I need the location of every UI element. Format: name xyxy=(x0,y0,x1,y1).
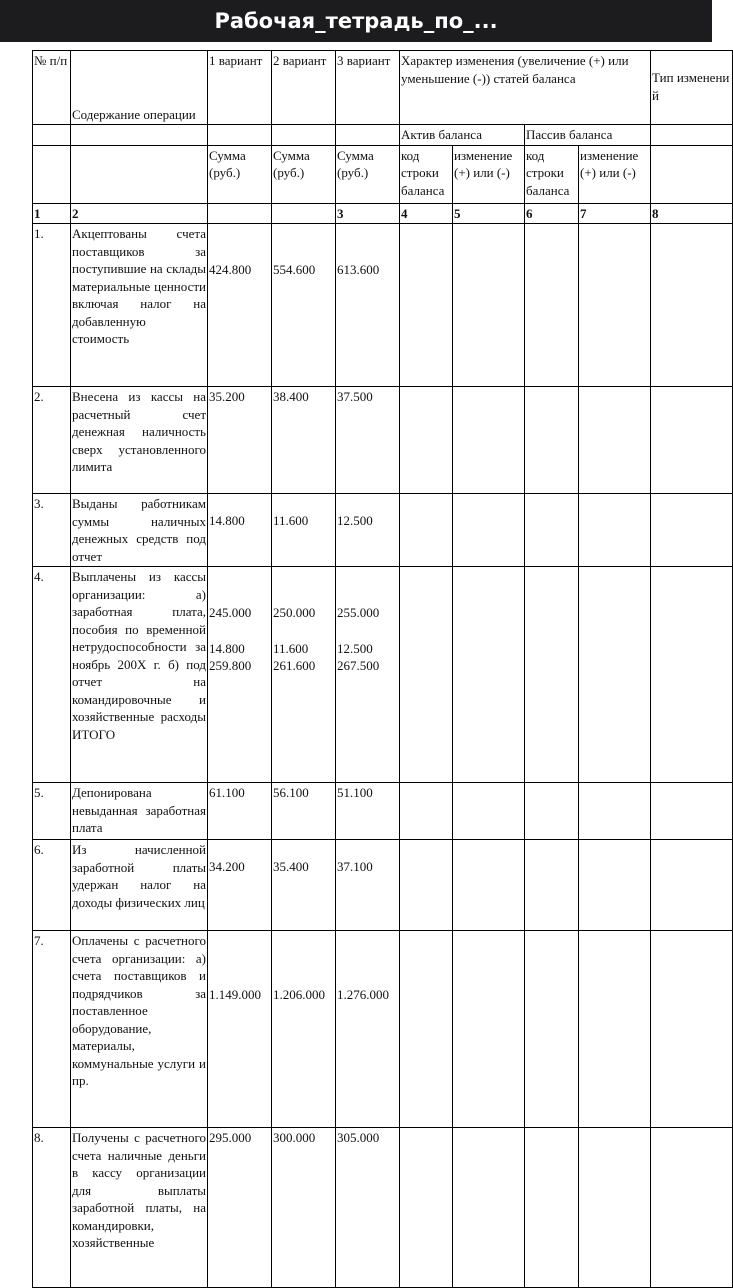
operations-table xyxy=(32,50,733,1288)
table-row xyxy=(33,567,733,783)
colnum-blank-1 xyxy=(208,203,272,224)
table-row xyxy=(33,387,733,494)
header-row-1 xyxy=(33,51,733,125)
header-active-change: изменение (+) или (-) xyxy=(453,145,525,203)
header-sum-3: Сумма (руб.) xyxy=(336,145,400,203)
table-row xyxy=(33,783,733,840)
header-active-code: код строки баланса xyxy=(400,145,453,203)
value-v1-total: 259.800 xyxy=(209,658,252,673)
value-v1: 34.200 xyxy=(208,840,272,931)
document-page[interactable] xyxy=(32,50,730,1267)
colnum-5: 5 xyxy=(453,203,525,224)
header-sum-1: Сумма (руб.) xyxy=(208,145,272,203)
value-v1: 1.149.000 xyxy=(208,931,272,1128)
row-number: 4. xyxy=(33,567,71,783)
value-v2-total: 261.600 xyxy=(273,658,316,673)
operation-text: Выплачены из кассы организации: а) заработная плата, пособия по временной нетрудоспособности за ноябрь 200Х г. б) под отчет на командировочные и хозяйственные расходы ИТОГО xyxy=(71,567,208,783)
value-v3: 1.276.000 xyxy=(336,931,400,1128)
operation-text: Из начисленной заработной платы удержан налог на доходы физических лиц xyxy=(71,840,208,931)
value-v1-advance: 14.800 xyxy=(209,640,245,656)
row-number: 1. xyxy=(33,224,71,387)
table-row xyxy=(33,840,733,931)
column-number-row xyxy=(33,203,733,224)
header-row-2 xyxy=(33,125,733,146)
value-v1-salary: 245.000 xyxy=(209,605,252,620)
value-v3: 51.100 xyxy=(336,783,400,840)
row-number: 5. xyxy=(33,783,71,840)
colnum-4: 4 xyxy=(400,203,453,224)
colnum-7: 7 xyxy=(579,203,651,224)
value-v3: 613.600 xyxy=(336,224,400,387)
value-v2: 11.600 xyxy=(272,494,336,567)
row-number: 3. xyxy=(33,494,71,567)
header-v1: 1 вариант xyxy=(208,51,272,125)
value-v3-salary: 255.000 xyxy=(337,605,380,620)
operation-text: Внесена из кассы на расчетный счет денежная наличность сверх установленного лимита xyxy=(71,387,208,494)
header-row-3 xyxy=(33,145,733,203)
header-no: № п/п xyxy=(33,51,71,125)
value-v1: 14.800 xyxy=(208,494,272,567)
value-v1-group xyxy=(208,567,272,783)
value-v2-advance: 11.600 xyxy=(273,640,309,656)
value-v3-advance: 12.500 xyxy=(337,640,373,656)
operation-text: Выданы работникам суммы наличных денежных средств под отчет xyxy=(71,494,208,567)
document-title-bar xyxy=(0,0,712,42)
value-v2-salary: 250.000 xyxy=(273,605,316,620)
value-v2-group xyxy=(272,567,336,783)
value-v2: 35.400 xyxy=(272,840,336,931)
colnum-blank-2 xyxy=(272,203,336,224)
document-title: Рабочая_тетрадь_по_... xyxy=(214,9,498,33)
header-passive-change: изменение (+) или (-) xyxy=(579,145,651,203)
table-row xyxy=(33,931,733,1128)
row-number: 6. xyxy=(33,840,71,931)
header-content: Содержание операции xyxy=(71,51,208,125)
row-number: 8. xyxy=(33,1128,71,1288)
value-v1: 424.800 xyxy=(208,224,272,387)
header-character: Характер изменения (увеличение (+) или уменьшение (-)) статей баланса xyxy=(400,51,651,125)
value-v2: 38.400 xyxy=(272,387,336,494)
operation-text: Депонирована невыданная заработная плата xyxy=(71,783,208,840)
operation-text: Оплачены с расчетного счета организации: а) счета поставщиков и подрядчиков за поставленное оборудование, материалы, коммунальные услуги и пр. xyxy=(71,931,208,1128)
value-v2: 56.100 xyxy=(272,783,336,840)
value-v2: 554.600 xyxy=(272,224,336,387)
value-v1: 295.000 xyxy=(208,1128,272,1288)
header-sum-2: Сумма (руб.) xyxy=(272,145,336,203)
row-number: 2. xyxy=(33,387,71,494)
colnum-8: 8 xyxy=(651,203,733,224)
value-v1: 35.200 xyxy=(208,387,272,494)
colnum-6: 6 xyxy=(525,203,579,224)
value-v3-group xyxy=(336,567,400,783)
value-v3: 37.500 xyxy=(336,387,400,494)
header-v2: 2 вариант xyxy=(272,51,336,125)
table-row xyxy=(33,1128,733,1288)
table-row xyxy=(33,494,733,567)
header-passive-code: код строки баланса xyxy=(525,145,579,203)
value-v3-total: 267.500 xyxy=(337,658,380,673)
row-number: 7. xyxy=(33,931,71,1128)
header-v3: 3 вариант xyxy=(336,51,400,125)
colnum-2: 2 xyxy=(71,203,208,224)
value-v2: 300.000 xyxy=(272,1128,336,1288)
operation-text: Получены с расчетного счета наличные деньги в кассу организации для выплаты заработной платы, на командировки, хозяйственные xyxy=(71,1128,208,1288)
value-v2: 1.206.000 xyxy=(272,931,336,1128)
value-v3: 37.100 xyxy=(336,840,400,931)
table-row xyxy=(33,224,733,387)
colnum-1: 1 xyxy=(33,203,71,224)
value-v3: 12.500 xyxy=(336,494,400,567)
operation-text: Акцептованы счета поставщиков за поступившие на склады материальные ценности включая налог на добавленную стоимость xyxy=(71,224,208,387)
header-active: Актив баланса xyxy=(400,125,525,146)
value-v3: 305.000 xyxy=(336,1128,400,1288)
colnum-3: 3 xyxy=(336,203,400,224)
header-type: Тип изменени й xyxy=(651,51,733,125)
value-v1: 61.100 xyxy=(208,783,272,840)
header-passive: Пассив баланса xyxy=(525,125,651,146)
